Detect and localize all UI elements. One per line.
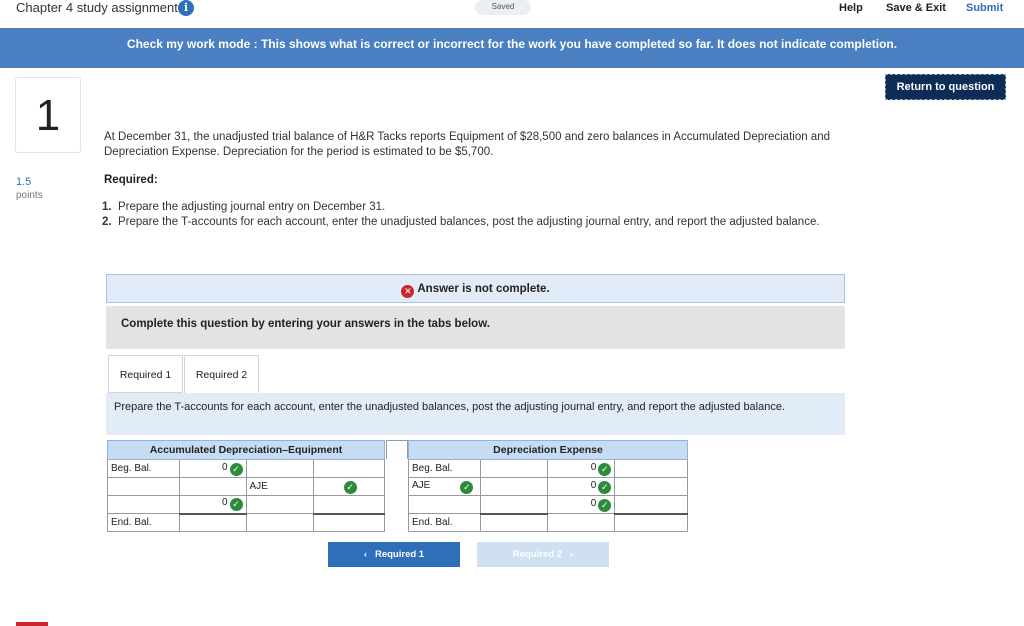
end-bal-credit-input[interactable] <box>615 514 688 532</box>
assignment-title: Chapter 4 study assignment <box>16 0 178 15</box>
chevron-right-icon: › <box>569 549 574 560</box>
complete-prompt: Complete this question by entering your answers in the tabs below. <box>106 306 845 349</box>
check-icon: ✓ <box>598 499 611 512</box>
end-bal-credit-label-cell <box>246 514 314 532</box>
aje-credit-value[interactable]: 0 ✓ <box>547 478 615 496</box>
t-account-title: Accumulated Depreciation–Equipment <box>108 441 385 460</box>
debit-label-cell[interactable] <box>108 478 180 496</box>
tab-required-2[interactable]: Required 2 <box>184 355 259 394</box>
aje-debit-label[interactable]: AJE ✓ <box>409 478 481 496</box>
total-label-cell <box>409 496 481 514</box>
requirements-list <box>102 200 862 229</box>
next-button-label: Required 2 <box>512 549 562 560</box>
requirement-item <box>102 200 862 215</box>
t-account-depreciation-expense <box>408 440 688 532</box>
check-icon: ✓ <box>598 481 611 494</box>
beg-bal-credit-value[interactable]: 0 ✓ <box>547 460 615 478</box>
next-required-button[interactable] <box>477 542 609 567</box>
help-link[interactable]: Help <box>839 2 863 14</box>
saved-status-badge: Saved <box>475 0 531 15</box>
end-bal-debit-input[interactable] <box>480 514 547 532</box>
chevron-left-icon: ‹ <box>363 549 368 560</box>
end-bal-debit-input[interactable] <box>179 514 246 532</box>
tab-required-1[interactable]: Required 1 <box>108 355 183 393</box>
total-label-cell <box>108 496 180 514</box>
answer-status-box <box>106 274 845 303</box>
question-number: 1 <box>15 77 81 153</box>
incorrect-icon: ✕ <box>401 285 414 298</box>
question-text: At December 31, the unadjusted trial balance of H&R Tacks reports Equipment of $28,500 and zero balances in Accumulated Depreciation and Depreciation Expense. Depreciation for the period is estimated to be $5,700. <box>104 131 830 158</box>
total-credit-value-cell <box>314 496 385 514</box>
end-bal-label: End. Bal. <box>409 514 481 532</box>
requirement-number: 1. <box>102 201 112 213</box>
total-debit-value: 0 ✓ <box>179 496 246 514</box>
credit-value-cell[interactable] <box>615 478 688 496</box>
total-credit-value: 0 ✓ <box>547 496 615 514</box>
end-bal-credit-input[interactable] <box>314 514 385 532</box>
debit-value-cell[interactable] <box>480 460 547 478</box>
total-credit-label-cell <box>246 496 314 514</box>
end-bal-label: End. Bal. <box>108 514 180 532</box>
check-icon: ✓ <box>344 481 357 494</box>
points-label: points <box>16 190 43 201</box>
total-debit-value-cell <box>480 496 547 514</box>
beg-bal-label: Beg. Bal. <box>409 460 481 478</box>
total-extra-cell <box>615 496 688 514</box>
check-icon: ✓ <box>598 463 611 476</box>
requirement-text: Prepare the T-accounts for each account, enter the unadjusted balances, post the adjusting journal entry, and report the adjusted balance. <box>118 215 820 228</box>
beg-bal-debit-value[interactable]: 0 ✓ <box>179 460 246 478</box>
return-to-question-button[interactable]: Return to question <box>885 74 1006 100</box>
debit-value-cell[interactable] <box>480 478 547 496</box>
end-bal-credit-label-cell <box>547 514 615 532</box>
check-icon: ✓ <box>230 463 243 476</box>
t-account-accumulated-depreciation <box>107 440 385 532</box>
prev-button-label: Required 1 <box>374 549 425 560</box>
credit-value-cell[interactable] <box>615 460 688 478</box>
requirement-number: 2. <box>102 215 112 228</box>
t-account-divider <box>386 440 408 459</box>
requirement-text: Prepare the adjusting journal entry on December 31. <box>118 201 386 213</box>
requirement-item <box>102 215 862 230</box>
info-icon[interactable]: i <box>178 0 194 16</box>
check-icon: ✓ <box>230 498 243 511</box>
answer-status-text: Answer is not complete. <box>417 283 550 295</box>
check-my-work-banner: Check my work mode : This shows what is correct or incorrect for the work you have completed so far. It does not indicate completion. <box>0 28 1024 68</box>
prev-required-button[interactable] <box>328 542 460 567</box>
aje-credit-value[interactable] <box>314 478 385 496</box>
credit-label-cell[interactable] <box>246 460 314 478</box>
debit-value-cell[interactable] <box>179 478 246 496</box>
tab-instructions: Prepare the T-accounts for each account, enter the unadjusted balances, post the adjusting journal entry, and report the adjusted balance. <box>106 393 845 435</box>
t-account-title: Depreciation Expense <box>409 441 688 460</box>
beg-bal-label: Beg. Bal. <box>108 460 180 478</box>
aje-credit-label[interactable]: AJE <box>246 478 314 496</box>
credit-value-cell[interactable] <box>314 460 385 478</box>
required-heading: Required: <box>104 174 158 186</box>
save-exit-link[interactable]: Save & Exit <box>886 2 946 14</box>
submit-link[interactable]: Submit <box>966 2 1004 14</box>
top-bar <box>0 0 1024 22</box>
check-icon: ✓ <box>460 481 473 494</box>
points-value: 1.5 <box>16 176 32 188</box>
brand-logo-fragment <box>16 622 48 626</box>
